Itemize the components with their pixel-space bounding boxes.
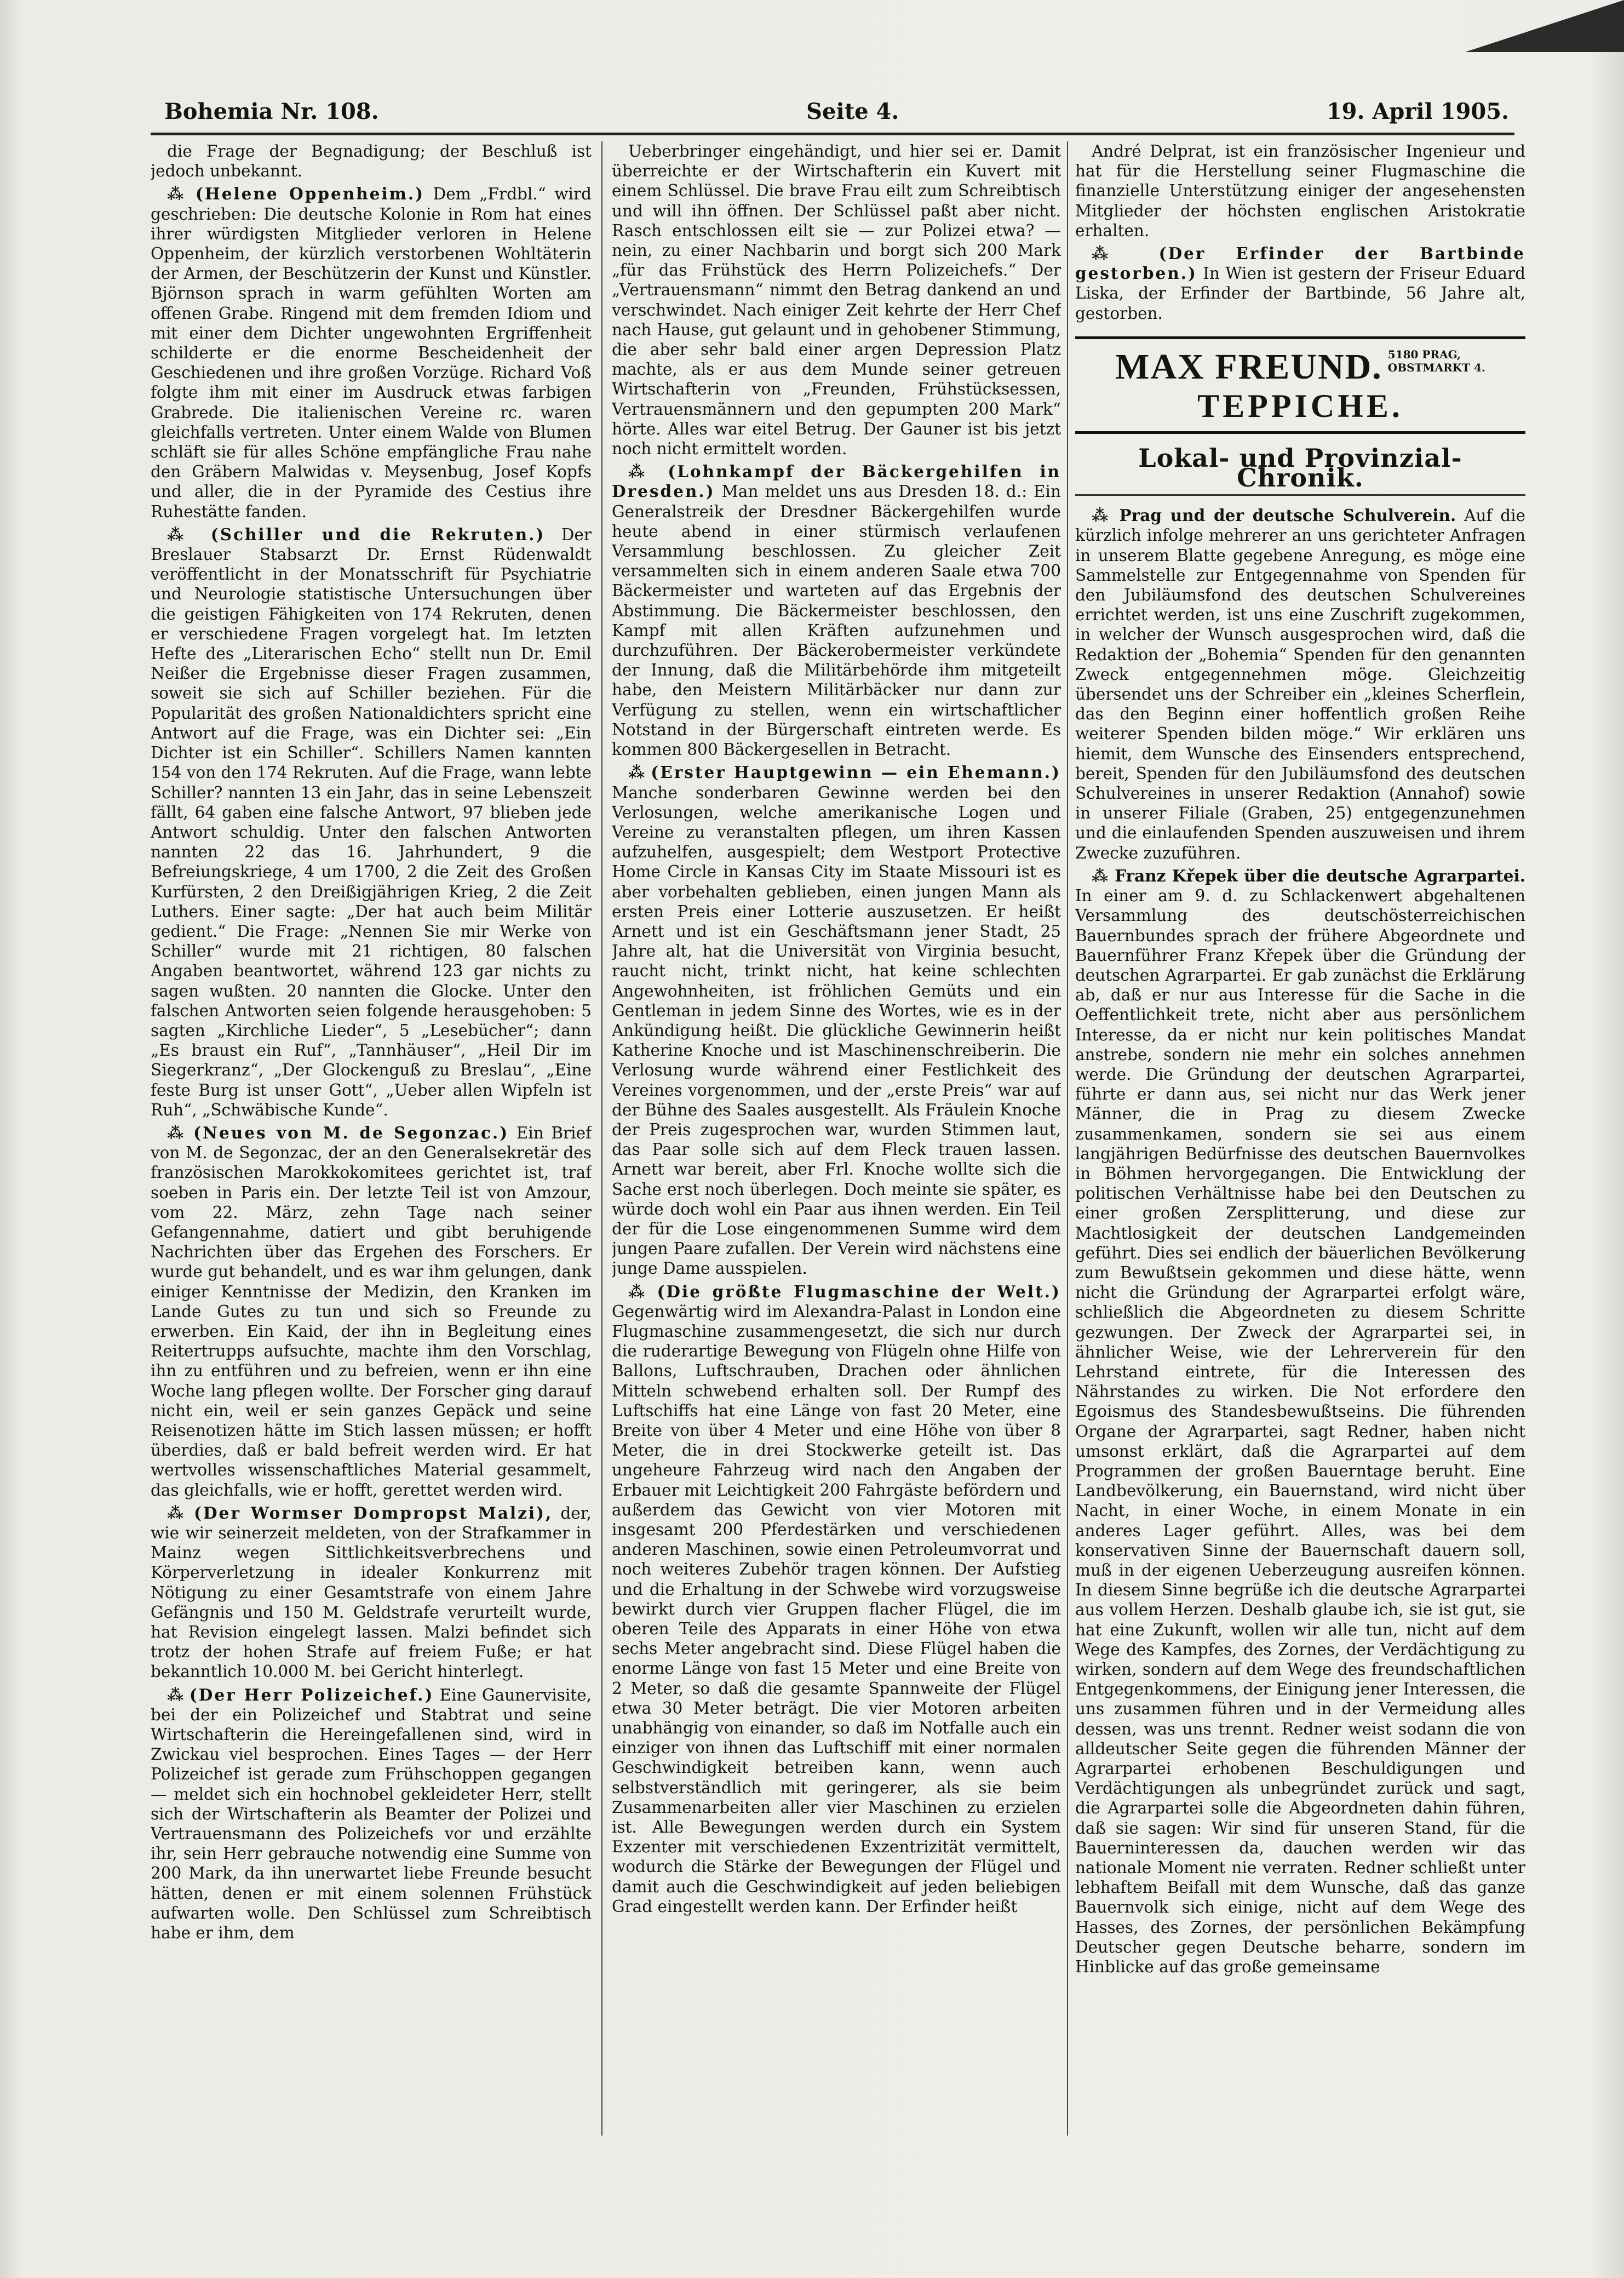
article (612, 1282, 1061, 1917)
article-title: Prag und der deutsche Schulverein. (1119, 506, 1456, 525)
ad-city: PRAG, (1422, 347, 1461, 361)
article (151, 184, 592, 521)
asterism-icon: ⁂ (167, 524, 195, 544)
article (612, 763, 1061, 1278)
article-text: Manche sonderbaren Gewinne werden bei den Verlosungen, welche amerikanische Logen und Vereine zu veranstalten pflegen, um ihren Kassen aufzuhelfen, ausgespielt; dem Westport Protective Home Circle in Kansas City im Staate Missouri ist es aber vorbehalten geblieben, einen jungen Mann als ersten Preis einer Lotterie auszusetzen. Er heißt Arnett und ist ein Geschäftsmann jener Stadt, 25 Jahre alt, hat die Universität von Virginia besucht, raucht nicht, trinkt nicht, hat keine schlechten Angewohnheiten, ist fröhlichen Gemüts und ein Gentleman in jedem Sinne des Wortes, wie es in der Ankündigung heißt. Die glückliche Gewinnerin heißt Katherine Knoche und ist Maschinenschreiberin. Die Verlosung wurde während einer Festlichkeit des Vereines vorgenommen, und der „erste Preis“ war auf der Bühne des Saales ausgestellt. Als Fräulein Knoche der Preis zugesprochen war, wurden Stimmen laut, das Paar solle sich auf dem Fleck trauen lassen. Arnett war bereit, aber Frl. Knoche wollte sich die Sache erst noch überlegen. Doch meinte sie später, es würde doch wohl ein Paar aus ihnen werden. Ein Teil der für die Lose eingenommenen Summe wird dem jungen Paare zufallen. Der Verein wird nächstens eine junge Dame ausspielen. (612, 783, 1061, 1278)
advertisement (1075, 336, 1525, 434)
article-text: Dem „Frdbl.“ wird geschrieben: Die deutsche Kolonie in Rom hat eines ihrer würdigsten Mitglieder verloren in Helene Oppenheim, der kürzlich verstorbenen Wohltäterin der Armen, der Beschützerin der Kunst und Künstler. Björnson sprach in warm gefühlten Worten am offenen Grabe. Ringend mit dem fremden Idiom und mit einer dem Dichter ungewohnten Ergriffenheit schilderte er die enorme Bescheidenheit der Geschiedenen und ihre großen Vorzüge. Richard Voß folgte ihm mit einer im Ausdruck etwas farbigen Grabrede. Die italienischen Vereine rc. waren gleichfalls vertreten. Unter einem Walde von Blumen schläft sie für alles Schöne empfängliche Frau nahe den Gräbern Malwidas v. Meysenbug, Josef Kopfs und aller, die in der Pyramide des Cestius ihre Ruhestätte fanden. (151, 185, 592, 521)
article (151, 1503, 592, 1682)
article-text: Auf die kürzlich infolge mehrerer an uns gerichteter Anfragen in unserem Blatte gegebene Anregung, es möge eine Sammelstelle zur Entgegennahme von Spenden für den Jubiläumsfond des deutschen Schulvereines errichtet werden, ist uns eine Zuschrift zugekommen, in welcher der Wunsch ausgesprochen wird, daß die Redaktion der „Bohemia“ Spenden für den genannten Zweck entgegennehmen möge. Gleichzeitig übersendet uns der Schreiber ein „kleines Scherflein, das den Beginn einer hoffentlich großen Reihe weiterer Spenden bilden möge.“ Wir erklären uns hiemit, dem Wunsche des Einsenders entsprechend, bereit, Spenden für den Jubiläumsfond des deutschen Schulvereines in unserer Redaktion (Annahof) sowie in unserer Filiale (Graben, 25) entgegenzunehmen und die einlaufenden Spenden auszuweisen und ihrem Zwecke zuzuführen. (1075, 506, 1525, 862)
article-text: Eine Gaunervisite, bei der ein Polizeichef und Stabtrat und seine Wirtschafterin die Hereingefallenen sind, wird in Zwickau viel besprochen. Eines Tages — der Herr Polizeichef ist gerade zum Frühschoppen gegangen — meldet sich ein hochnobel gekleideter Herr, stellt sich der Wirtschafterin als Beamter der Polizei und Vertrauensmann des Polizeichefs vor und erzählte ihr, sein Herr gebrauche notwendig eine Summe von 200 Mark, da ihn unerwartet liebe Freunde besucht hätten, denen er mit einem solennen Frühstück aufwarten wolle. Den Schlüssel zum Schreibtisch habe er ihm, dem (151, 1685, 592, 1943)
article (151, 1685, 592, 1943)
header-date: 19. April 1905. (1326, 98, 1509, 124)
article (612, 462, 1061, 759)
asterism-icon: ⁂ (167, 184, 187, 204)
article-text: Ein Brief von M. de Segonzac, der an den Generalsekretär des französischen Marokkokomitees gerichtet ist, traf soeben in Paris ein. Der letzte Teil ist von Amzour, vom 22. März, zehn Tage nach seiner Gefangennahme, datiert und gibt beruhigende Nachrichten über das Ergehen des Forschers. Er wurde gut behandelt, und es war ihm gelungen, dank einiger Kenntnisse der Medizin, den Kranken im Lande Gutes zu tun und sich so Freunde zu erwerben. Ein Kaid, der ihn in Begleitung eines Reitertrupps aufsuchte, machte ihm den Vorschlag, ihn zu entführen und zu befreien, wenn er ihn eine Woche lang pflegen wollte. Der Forscher ging darauf nicht ein, weil er sein ganzes Gepäck und seine Reisenotizen hätte im Stich lassen müssen; er hofft überdies, daß er bald befreit werden wird. Er hat wertvolles wissenschaftliches Material gesammelt, das gleichfalls, wie er hofft, gerettet werden wird. (151, 1123, 592, 1499)
article-title: (Lohnkampf der Bäckergehilfen in Dresden.) (612, 462, 1061, 501)
asterism-icon: ⁂ (1092, 506, 1111, 525)
article-text: die Frage der Begnadigung; der Beschluß ist jedoch unbekannt. (151, 142, 592, 181)
section-title: Lokal- und Provinzial-Chronik. (1075, 448, 1525, 496)
article-text: In Wien ist gestern der Friseur Eduard Liska, der Erfinder der Bartbinde, 56 Jahre alt, gestorben. (1075, 264, 1525, 323)
ad-number: 5180 (1387, 347, 1419, 361)
article-title: (Der Herr Polizeichef.) (189, 1685, 434, 1704)
article (151, 141, 592, 181)
column-1 (151, 141, 592, 2136)
article-title: (Schiller und die Rekruten.) (210, 524, 546, 544)
article (1075, 141, 1525, 241)
asterism-icon: ⁂ (167, 1685, 184, 1704)
article-title: (Der Wormser Dompropst Malzi), (194, 1503, 553, 1523)
header-paper-issue: Bohemia Nr. 108. (164, 98, 379, 124)
article (1075, 244, 1525, 323)
article-text: Gegenwärtig wird im Alexandra-Palast in London eine Flugmaschine zusammengesetzt, die sich nur durch die ruderartige Bewegung von Flügeln ohne Hilfe von Ballons, Luftschrauben, Drachen oder ähnlichen Mitteln schwebend erhalten soll. Der Rumpf des Luftschiffs hat eine Länge von fast 20 Meter, eine Breite von über 4 Meter und eine Höhe von über 8 Meter, die in drei Stockwerke geteilt ist. Das ungeheure Fahrzeug wird nach den Angaben der Erbauer mit Leichtigkeit 200 Fahrgäste befördern und außerdem das Gewicht von vier Motoren mit insgesamt 200 Pferdestärken und verschiedenen anderen Maschinen, sowie einen Petroleumvorrat und noch weiteres Zubehör tragen können. Der Aufstieg und die Erhaltung in der Schwebe wird vorzugsweise bewirkt durch vier Gruppen flacher Flügel, die im oberen Teile des Apparats in einer Höhe von etwa sechs Meter angebracht sind. Diese Flügel haben die enorme Länge von fast 15 Meter und eine Breite von 2 Meter, so daß die gesamte Spannweite der Flügel etwa 30 Meter beträgt. Die vier Motoren arbeiten unabhängig von einander, so daß im Notfalle auch ein einziger von ihnen das Luftschiff mit einer normalen Geschwindigkeit betreiben kann, wenn auch selbstverständlich mit geringerer, als sie beim Zusammenarbeiten aller vier Maschinen zu erzielen ist. Alle Bewegungen werden durch ein System Exzenter mit verschiedenen Exzentrizität vermittelt, wodurch die Stärke der Bewegungen der Flügel und damit auch die Geschwindigkeit auf jeden beliebigen Grad eingestellt werden kann. Der Erfinder heißt (612, 1302, 1061, 1916)
asterism-icon: ⁂ (628, 763, 646, 782)
article-text: Der Breslauer Stabsarzt Dr. Ernst Rüdenwaldt veröffentlicht in der Monatsschrift für Psychiatrie und Neurologie statistische Untersuchungen über die geistigen Fähigkeiten von 174 Rekruten, denen er verschiedene Fragen vorgelegt hat. Im letzten Hefte des „Literarischen Echo“ stellt nun Dr. Emil Neißer die Ergebnisse dieser Fragen zusammen, soweit sie sich auf Schiller beziehen. Für die Popularität des großen Nationaldichters spricht eine Antwort auf die Frage, was ein Dichter sei: „Ein Dichter ist ein Schiller“. Schillers Namen kannten 154 von den 174 Rekruten. Auf die Frage, wann lebte Schiller? nannten 13 ein Jahr, das in seine Lebenszeit fällt, 64 gaben eine falsche Antwort, 97 blieben jede Antwort schuldig. Unter den falschen Antworten nannten 22 das 16. Jahrhundert, 9 die Befreiungskriege, 4 um 1700, 2 die Zeit des Großen Kurfürsten, 2 den Dreißigjährigen Krieg, 2 die Zeit Luthers. Einer sagte: „Der hat auch beim Militär gedient.“ Die Frage: „Nennen Sie mir Werke von Schiller“ wurde mit 21 richtigen, 80 falschen Angaben beantwortet, während 123 gar nichts zu sagen wußten. 20 nannten die Glocke. Unter den falschen Antworten seien folgende herausgehoben: 5 sagten „Kirchliche Lieder“, 5 „Lesebücher“; dann „Es braust ein Ruf“, „Tannhäuser“, „Heil Dir im Siegerkranz“, „Der Glockenguß zu Breslau“, „Eine feste Burg ist unser Gott“, „Ueber allen Wipfeln ist Ruh“, „Schwäbische Kunde“. (151, 525, 592, 1119)
article-title: (Helene Oppenheim.) (195, 184, 425, 204)
asterism-icon: ⁂ (1092, 244, 1131, 264)
article (1075, 866, 1525, 1977)
asterism-icon: ⁂ (1092, 866, 1109, 885)
ad-address (1388, 348, 1485, 374)
header-page-number: Seite 4. (806, 98, 899, 124)
ad-product: TEPPICHE. (1197, 387, 1403, 424)
article (612, 141, 1061, 459)
article-text: André Delprat, ist ein französischer Ingenieur und hat für die Herstellung seiner Flugmaschine die finanzielle Unterstützung einiger der angesehensten Mitglieder der höchsten englischen Aristokratie erhalten. (1075, 142, 1525, 240)
article-title: (Die größte Flugmaschine der Welt.) (657, 1281, 1061, 1301)
article-title: (Der Erfinder der Bartbinde gestorben.) (1075, 244, 1525, 283)
article-text: Man meldet uns aus Dresden 18. d.: Ein Generalstreik der Dresdner Bäckergehilfen wurde heute abend in einer stürmisch verlaufenen Versammlung beschlossen. Zu gleicher Zeit versammelten sich in einem anderen Saale etwa 700 Bäckermeister und warteten auf das Ergebnis der Abstimmung. Die Bäckermeister beschlossen, den Kampf mit allen Kräften aufzunehmen und durchzuführen. Der Bäckerobermeister verkündete der Innung, daß die Militärbehörde ihm mitgeteilt habe, den Meistern Militärbäcker nur dann zur Verfügung zu stellen, wenn ein wirtschaftlicher Notstand in der Bürgerschaft eintreten werde. Es kommen 800 Bäckergesellen in Betracht. (612, 482, 1061, 759)
header-rule (151, 133, 1514, 135)
article (151, 525, 592, 1120)
page-header (164, 92, 1509, 130)
scan-corner-fold (1465, 0, 1624, 52)
article-text: In einer am 9. d. zu Schlackenwert abgehaltenen Versammlung des deutschösterreichischen Bauernbundes sprach der frühere Abgeordnete und Bauernführer Franz Křepek über die Gründung der deutschen Agrarpartei. Er gab zunächst die Erklärung ab, daß er nur aus Interesse für die Sache in die Oeffentlichkeit trete, nicht aber aus persönlichem Interesse, da er nicht nur kein politisches Mandat anstrebe, sondern nie mehr ein solches annehmen werde. Die Gründung der deutschen Agrarpartei, führte er dann aus, sei nicht nur das Werk jener Männer, die in Prag zu diesem Zwecke zusammenkamen, sondern sie sei aus einem langjährigen Bedürfnisse des deutschen Bauernvolkes in Böhmen hervorgegangen. Die Entwicklung der politischen Verhältnisse habe bei den Deutschen zu einer großen Zersplitterung, und diese zur Machtlosigkeit der deutschen Landgemeinden geführt. Dies sei endlich der bäuerlichen Bevölkerung zum Bewußtsein gekommen und diese hätte, wenn nicht die Gründung der Agrarpartei erfolgt wäre, schließlich die Abgeordneten zu diesem Schritte gezwungen. Der Zweck der Agrarpartei sei, in ähnlicher Weise, wie der Lehrerverein für den Lehrstand eintrete, für die Interessen des Nährstandes zu wirken. Die Not erfordere den Egoismus des Standesbewußtseins. Die führenden Organe der Agrarpartei, sagt Redner, haben nicht umsonst erklärt, daß die Agrarpartei auf dem Programmen der großen Bauerntage beruht. Eine Landbevölkerung, ein Bauernstand, wird nicht über Nacht, in einer Woche, in einem Monate in ein anderes Lager geführt. Alles, was bei dem konservativen Sinne der Bauernschaft dauern soll, muß in der eigenen Ueberzeugung ausreifen können. In diesem Sinne begrüße ich die deutsche Agrarpartei aus vollem Herzen. Deshalb glaube ich, sie ist gut, sie hat eine Zukunft, wollen wir alle tun, nicht auf dem Wege des Kampfes, des Zornes, der Verdächtigung zu wirken, sondern auf dem Wege des freundschaftlichen Entgegenkommens, der Einigung jener Interessen, die uns zusammen führen und in der Vermeidung alles dessen, was uns trennt. Redner weist sodann die von alldeutscher Seite gegen die führenden Männer der Agrarpartei erhobenen Beschuldigungen und Verdächtigungen als unbegründet zurück und sagt, die Agrarpartei solle die Abgeordneten dahin führen, daß sie sagen: Wir sind für unseren Stand, für die Bauerninteressen da, dauchen werden wir das nationale Moment nie verraten. Redner schließt unter lebhaftem Beifall mit dem Wunsche, daß das ganze Bauernvolk sich einige, nicht auf dem Wege des Hasses, des Zornes, der persönlichen Bekämpfung Deutscher gegen Deutsche beharre, sondern im Hinblicke auf das große gemeinsame (1075, 886, 1525, 1977)
article-title: (Neues von M. de Segonzac.) (193, 1123, 509, 1142)
article (1075, 506, 1525, 863)
asterism-icon: ⁂ (628, 1281, 649, 1301)
column-divider (601, 141, 602, 2136)
article-text: Ueberbringer eingehändigt, und hier sei er. Damit überreichte er der Wirtschafterin ein Kuvert mit einem Schlüssel. Die brave Frau eilt zum Schreibtisch und will ihn öffnen. Der Schlüssel paßt aber nicht. Rasch entschlossen eilt sie — zur Polizei etwa? — nein, zu einer Nachbarin und borgt sich 200 Mark „für das Frühstück des Herrn Polizeichefs.“ Der „Vertrauensmann“ nimmt den Betrag dankend an und verschwindet. Nach einiger Zeit kehrte der Herr Chef nach Hause, gut gelaunt und in gehobener Stimmung, die aber sehr bald einer argen Depression Platz machte, als er aus dem Munde seiner getreuen Wirtschafterin von „Freunden, Frühstücksessen, Vertrauensmännern und den gepumpten 200 Mark“ hörte. Alles war eitel Betrug. Der Gauner ist bis jetzt noch nicht ermittelt worden. (612, 142, 1061, 459)
article-title: (Erster Hauptgewinn — ein Ehemann.) (651, 763, 1061, 782)
column-2 (612, 141, 1061, 2136)
ad-street: OBSTMARKT 4. (1387, 360, 1485, 374)
asterism-icon: ⁂ (167, 1123, 186, 1142)
asterism-icon: ⁂ (167, 1503, 186, 1523)
asterism-icon: ⁂ (628, 462, 654, 482)
ad-company-name: MAX FREUND. (1115, 346, 1382, 387)
article (151, 1123, 592, 1500)
column-divider (1067, 141, 1068, 2136)
article-text: der, wie wir seinerzeit meldeten, von der Strafkammer in Mainz wegen Sittlichkeitsverbrechens und Körperverletzung in idealer Konkurrenz mit Nötigung zu einer Gesamtstrafe von einem Jahre Gefängnis und 150 M. Geldstrafe verurteilt wurde, hat Revision eingelegt lassen. Malzi befindet sich trotz der hohen Strafe auf freiem Fuße; er hat bekanntlich 10.000 M. bei Gericht hinterlegt. (151, 1503, 592, 1681)
article-title: Franz Křepek über die deutsche Agrarpartei. (1115, 866, 1525, 885)
column-3 (1075, 141, 1525, 2136)
